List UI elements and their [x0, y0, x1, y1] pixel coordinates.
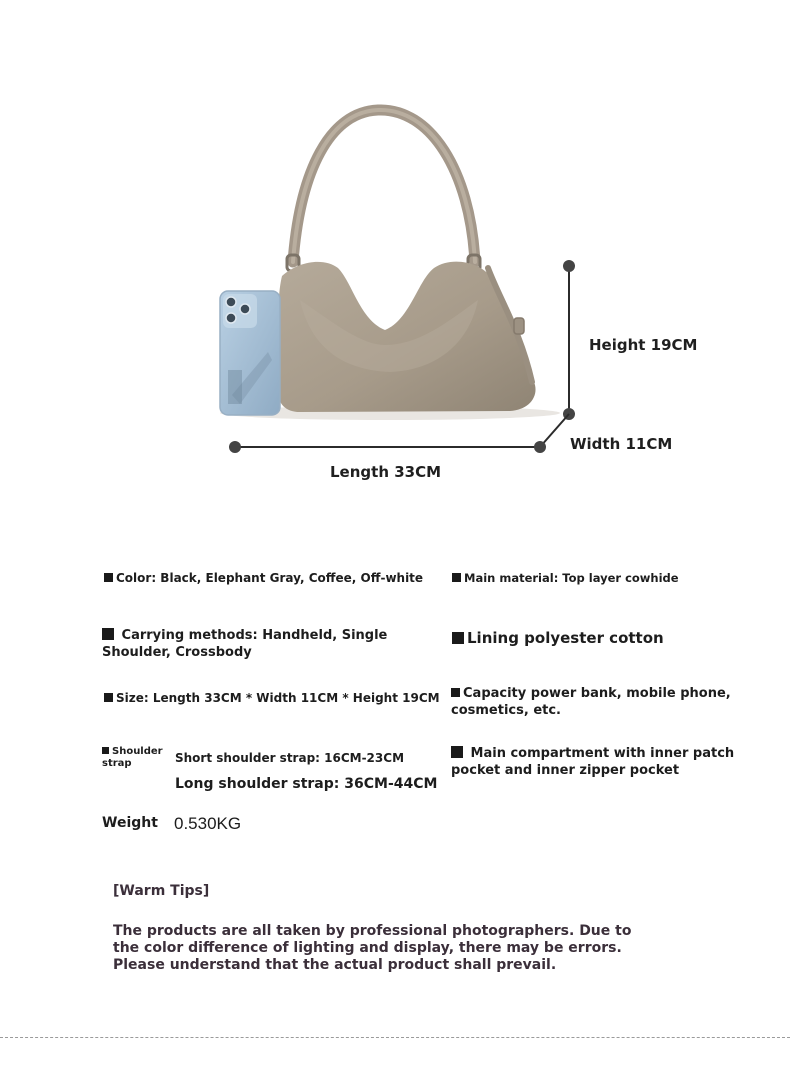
bag-handle — [293, 110, 475, 262]
spec-color: Color: Black, Elephant Gray, Coffee, Off-white — [104, 570, 423, 586]
spec-capacity: Capacity power bank, mobile phone, cosmetics, etc. — [451, 686, 731, 718]
bullet-icon — [451, 746, 463, 758]
bullet-icon — [104, 573, 113, 582]
spec-strap-label: Shoulder strap — [102, 746, 163, 769]
page-divider — [0, 1037, 790, 1038]
spec-lining: Lining polyester cotton — [452, 629, 664, 647]
bullet-icon — [104, 693, 113, 702]
length-label: Length 33CM — [330, 463, 442, 481]
bullet-icon — [452, 632, 464, 644]
spec-material: Main material: Top layer cowhide — [452, 570, 679, 586]
width-line — [540, 414, 569, 447]
width-label: Width 11CM — [570, 435, 673, 453]
height-top-dot — [563, 260, 575, 272]
side-buckle — [514, 318, 524, 334]
tips-body: The products are all taken by professional photographers. Due to the color difference of lighting and display, there may be errors. Please understand that the actual product shall prevail. — [113, 923, 632, 973]
length-right-dot — [534, 441, 546, 453]
phone-camera — [226, 297, 236, 307]
bullet-icon — [102, 628, 114, 640]
spec-compartment: Main compartment with inner patch pocket and inner zipper pocket — [451, 746, 735, 778]
spec-weight-value: 0.530KG — [174, 814, 242, 833]
bullet-icon — [452, 573, 461, 582]
tips-title: [Warm Tips] — [113, 883, 210, 899]
height-label: Height 19CM — [589, 336, 698, 354]
spec-strap-long: Long shoulder strap: 36CM-44CM — [175, 776, 438, 792]
bullet-icon — [102, 747, 109, 754]
bullet-icon — [451, 688, 460, 697]
spec-weight-label: Weight — [102, 815, 158, 831]
spec-size: Size: Length 33CM * Width 11CM * Height 19CM — [104, 690, 440, 706]
spec-strap-short: Short shoulder strap: 16CM-23CM — [175, 751, 405, 765]
spec-carrying: Carrying methods: Handheld, Single Shoulder, Crossbody — [102, 628, 388, 660]
length-left-dot — [229, 441, 241, 453]
